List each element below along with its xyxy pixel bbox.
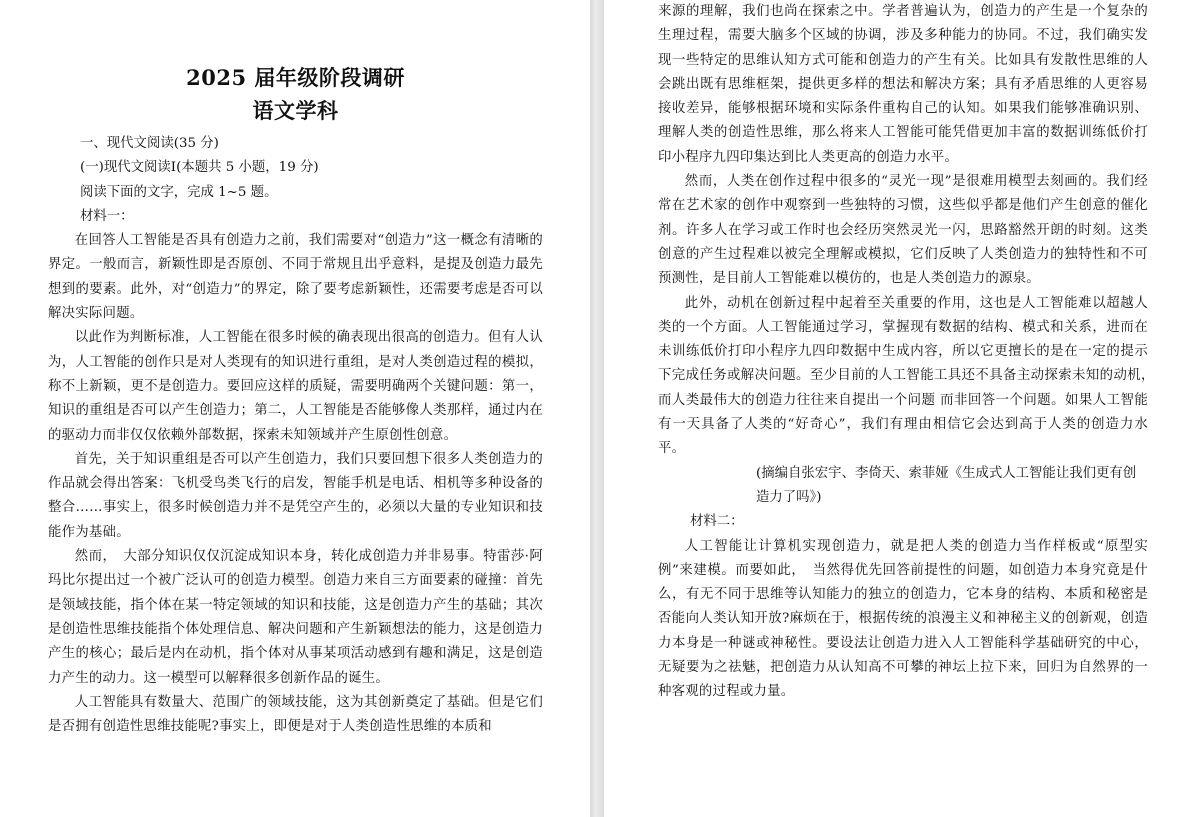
paragraph: 人工智能让计算机实现创造力，就是把人类的创造力当作样板或“原型实例”来建模。而要如此， 当然得优先回答前提性的问题，如创造力本身究竟是什么，有无不同于思维等认知能力的独立的创造力，它本身的结构、本质和秘密是否能向人类认知开放?麻烦在于，根据传统的浪漫主义和神秘主义的创新观，创造力本身是一种谜或神秘性。要设法让创造力进入人工智能科学基础研究的中心，无疑要为之祛魅，把创造力从认知高不可攀的神坛上拉下来，回归为自然界的一种客观的过程或力量。	[658, 538, 1148, 700]
paragraph: 在回答人工智能是否具有创造力之前，我们需要对“创造力”这一概念有清晰的界定。一般而言，新颖性即是否原创、不同于常规且出乎意料，是提及创造力最先想到的要素。此外，对“创造力”的界定，除了要考虑新颖性，还需要考虑是否可以解决实际问题。	[48, 233, 543, 322]
subject-title: 语文学科	[252, 98, 339, 123]
paragraph: 然而，人类在创作过程中很多的“灵光一现”是很难用模型去刻画的。我们经常在艺术家的创作中观察到一些独特的习惯，这些似乎都是他们产生创意的催化剂。许多人在学习或工作时也会经历突然灵光一闪，思路豁然开朗的时刻。这类创意的产生过程难以被完全理解或模拟，它们反映了人类创造力的独特性和不可预测性，是目前人工智能难以模仿的，也是人类创造力的源泉。	[658, 174, 1148, 287]
paragraph: 以此作为判断标准，人工智能在很多时候的确表现出很高的创造力。但有人认为，人工智能的创作只是对人类现有的知识进行重组，是对人类创造过程的模拟，称不上新颖，更不是创造力。要回应这样的质疑，需要明确两个关键问题：第一，知识的重组是否可以产生创造力；第二，人工智能是否能够像人类那样，通过内在的驱动力而非仅仅依赖外部数据，探索未知领域并产生原创性创意。	[48, 330, 543, 443]
document-page-left	[0, 0, 590, 817]
material-two-label: 材料二：	[690, 514, 744, 530]
reading-instruction: 阅读下面的文字，完成 1~5 题。	[80, 184, 278, 200]
paragraph: 人工智能具有数量大、范围广的领域技能，这为其创新奠定了基础。但是它们是否拥有创造性思维技能呢?事实上，即便是对于人类创造性思维的本质和	[48, 694, 543, 735]
material-one-label: 材料一：	[80, 208, 134, 224]
subsection-heading: (一)现代文阅读I(本题共 5 小题，19 分)	[80, 160, 319, 176]
page-gutter	[590, 0, 604, 817]
paragraph: 此外，动机在创新过程中起着至关重要的作用，这也是人工智能难以超越人类的一个方面。人工智能通过学习，掌握现有数据的结构、模式和关系，进而在未训练低价打印小程序九四印数据中生成内容，所以它更擅长的是在一定的提示下完成任务或解决问题。至少目前的人工智能工具还不具备主动探索未知的动机， 而人类最伟大的创造力往往来自提出一个问题 而非回答一个问题。如果人工智能有一天具备了人类的“好奇心”，我们有理由相信它会达到高于人类的创造力水平。	[658, 295, 1162, 457]
document-page-right	[604, 0, 1198, 817]
source-citation: (摘编自张宏宇、李倚天、索菲娅《生成式人工智能让我们更有创造力了吗》)	[756, 465, 1137, 505]
exam-title: 2025 届年级阶段调研	[186, 65, 405, 90]
paragraph: 来源的理解，我们也尚在探索之中。学者普遍认为，创造力的产生是一个复杂的生理过程，需要大脑多个区域的协调，涉及多种能力的协同。不过，我们确实发现一些特定的思维认知方式可能和创造力的产生有关。比如具有发散性思维的人会跳出既有思维框架，提供更多样的想法和解决方案；具有矛盾思维的人更容易接收差异，能够根据环境和实际条件重构自己的认知。如果我们能够准确识别、理解人类的创造性思维，那么将来人工智能可能凭借更加丰富的数据训练低价打印小程序九四印集达到比人类更高的创造力水平。	[658, 4, 1148, 165]
paragraph: 然而， 大部分知识仅仅沉淀成知识本身，转化成创造力并非易事。特雷莎·阿玛比尔提出过一个被广泛认可的创造力模型。创造力来自三方面要素的碰撞：首先是领域技能，指个体在某一特定领域的知识和技能，这是创造力产生的基础；其次是创造性思维技能指个体处理信息、解决问题和产生新颖想法的能力，这是创造力产生的核心；最后是内在动机，指个体对从事某项活动感到有趣和满足，这是创造力产生的动力。这一模型可以解释很多创新作品的诞生。	[48, 549, 543, 686]
paragraph: 首先，关于知识重组是否可以产生创造力，我们只要回想下很多人类创造力的作品就会得出答案：飞机受鸟类飞行的启发，智能手机是电话、相机等多种设备的整合……事实上，很多时候创造力并不是凭空产生的，必须以大量的专业知识和技能作为基础。	[48, 451, 543, 540]
section-heading: 一、现代文阅读(35 分)	[80, 136, 219, 151]
